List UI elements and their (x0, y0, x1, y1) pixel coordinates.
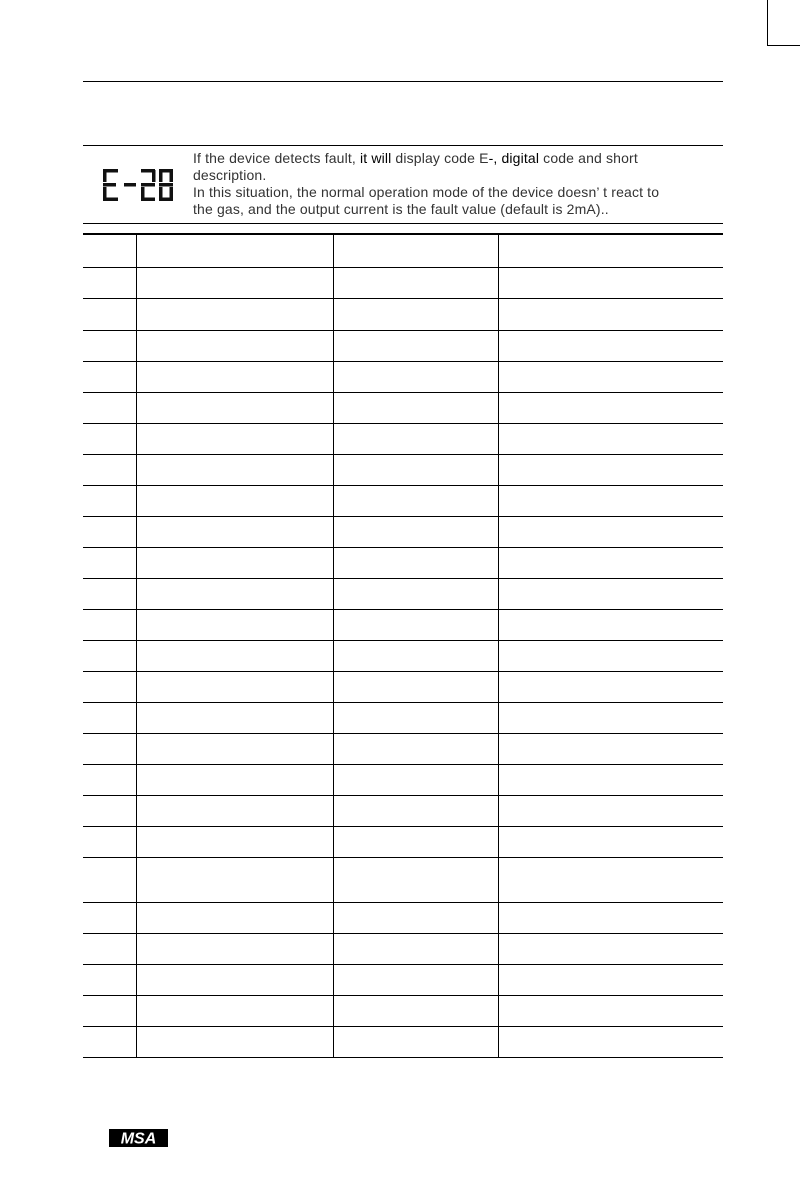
table-cell-divider-3 (498, 765, 499, 795)
table-cell-divider-3 (498, 641, 499, 671)
table-row (83, 1027, 723, 1058)
table-cell-divider-2 (333, 362, 334, 392)
table-row (83, 610, 723, 641)
table-row (83, 235, 723, 268)
table-cell-divider-2 (333, 965, 334, 995)
table-cell-divider-3 (498, 393, 499, 423)
crop-mark-horizontal (767, 45, 800, 46)
description-line-2: description. (193, 167, 267, 183)
table-cell-divider-2 (333, 1027, 334, 1057)
table-cell-divider-1 (136, 362, 137, 392)
table-cell-divider-1 (136, 858, 137, 902)
table-cell-divider-2 (333, 903, 334, 933)
crop-mark-vertical (767, 0, 768, 45)
table-cell-divider-1 (136, 610, 137, 640)
table-cell-divider-3 (498, 934, 499, 964)
table-cell-divider-3 (498, 827, 499, 857)
fault-description (193, 150, 723, 218)
table-row (83, 268, 723, 299)
table-cell-divider-1 (136, 796, 137, 826)
fault-info-box (83, 145, 723, 224)
table-row (83, 393, 723, 424)
table-cell-divider-3 (498, 362, 499, 392)
seven-segment-display-icon (103, 169, 173, 201)
table-cell-divider-3 (498, 268, 499, 298)
text-span: -, digital (488, 150, 540, 166)
table-cell-divider-1 (136, 765, 137, 795)
table-cell-divider-3 (498, 235, 499, 267)
table-row (83, 703, 723, 734)
table-row (83, 362, 723, 393)
table-cell-divider-2 (333, 641, 334, 671)
table-cell-divider-3 (498, 858, 499, 902)
table-row (83, 765, 723, 796)
table-cell-divider-3 (498, 331, 499, 361)
table-cell-divider-3 (498, 996, 499, 1026)
table-cell-divider-1 (136, 965, 137, 995)
table-cell-divider-2 (333, 827, 334, 857)
text-span: display code E (391, 150, 489, 166)
table-row (83, 903, 723, 934)
table-cell-divider-2 (333, 331, 334, 361)
table-cell-divider-2 (333, 765, 334, 795)
table-cell-divider-1 (136, 579, 137, 609)
table-cell-divider-1 (136, 903, 137, 933)
table-cell-divider-1 (136, 827, 137, 857)
table-row (83, 299, 723, 331)
table-cell-divider-2 (333, 235, 334, 267)
table-cell-divider-1 (136, 299, 137, 330)
description-line-4: the gas, and the output current is the fault value (default is 2mA).. (193, 201, 609, 217)
table-cell-divider-3 (498, 424, 499, 454)
table-cell-divider-2 (333, 455, 334, 485)
table-cell-divider-3 (498, 965, 499, 995)
text-span: If the device detects fault, (193, 150, 360, 166)
table-cell-divider-1 (136, 641, 137, 671)
table-cell-divider-3 (498, 455, 499, 485)
table-cell-divider-1 (136, 996, 137, 1026)
table-row (83, 934, 723, 965)
table-cell-divider-3 (498, 579, 499, 609)
table-cell-divider-3 (498, 548, 499, 578)
table-row (83, 424, 723, 455)
table-row (83, 486, 723, 517)
table-row (83, 331, 723, 362)
table-cell-divider-3 (498, 672, 499, 702)
table-cell-divider-1 (136, 734, 137, 764)
table-cell-divider-2 (333, 268, 334, 298)
table-row (83, 827, 723, 858)
table-cell-divider-2 (333, 734, 334, 764)
table-row (83, 579, 723, 610)
table-cell-divider-1 (136, 235, 137, 267)
table-row (83, 517, 723, 548)
table-cell-divider-1 (136, 703, 137, 733)
table-cell-divider-3 (498, 1027, 499, 1057)
table-cell-divider-2 (333, 858, 334, 902)
table-cell-divider-2 (333, 486, 334, 516)
table-cell-divider-2 (333, 796, 334, 826)
table-cell-divider-1 (136, 672, 137, 702)
description-line-3: In this situation, the normal operation mode of the device doesn’ t react to (193, 184, 660, 200)
table-row (83, 996, 723, 1027)
table-cell-divider-3 (498, 796, 499, 826)
table-row (83, 548, 723, 579)
table-row (83, 965, 723, 996)
table-cell-divider-2 (333, 996, 334, 1026)
table-cell-divider-2 (333, 517, 334, 547)
table-cell-divider-3 (498, 610, 499, 640)
table-cell-divider-1 (136, 455, 137, 485)
table-cell-divider-2 (333, 424, 334, 454)
table-cell-divider-3 (498, 486, 499, 516)
table-row (83, 455, 723, 486)
table-cell-divider-2 (333, 610, 334, 640)
table-cell-divider-1 (136, 331, 137, 361)
table-cell-divider-1 (136, 1027, 137, 1057)
header-rule (83, 81, 723, 82)
table-row (83, 672, 723, 703)
table-cell-divider-1 (136, 934, 137, 964)
table-cell-divider-1 (136, 268, 137, 298)
table-row (83, 734, 723, 765)
table-cell-divider-3 (498, 299, 499, 330)
table-row (83, 858, 723, 903)
text-span: it will (360, 150, 392, 166)
table-cell-divider-3 (498, 517, 499, 547)
logo-text: MSA (120, 1130, 157, 1147)
table-cell-divider-3 (498, 734, 499, 764)
table-cell-divider-2 (333, 703, 334, 733)
table-cell-divider-2 (333, 672, 334, 702)
table-cell-divider-1 (136, 486, 137, 516)
table-cell-divider-2 (333, 934, 334, 964)
table-cell-divider-2 (333, 579, 334, 609)
msa-logo (109, 1129, 168, 1147)
table-cell-divider-2 (333, 393, 334, 423)
table-row (83, 796, 723, 827)
description-line-1 (193, 150, 723, 167)
table-cell-divider-2 (333, 299, 334, 330)
table-cell-divider-3 (498, 903, 499, 933)
table-cell-divider-1 (136, 424, 137, 454)
table-cell-divider-1 (136, 548, 137, 578)
table-cell-divider-1 (136, 393, 137, 423)
table-row (83, 641, 723, 672)
table-cell-divider-2 (333, 548, 334, 578)
text-span: code and short (539, 150, 638, 166)
table-cell-divider-3 (498, 703, 499, 733)
table-cell-divider-1 (136, 517, 137, 547)
